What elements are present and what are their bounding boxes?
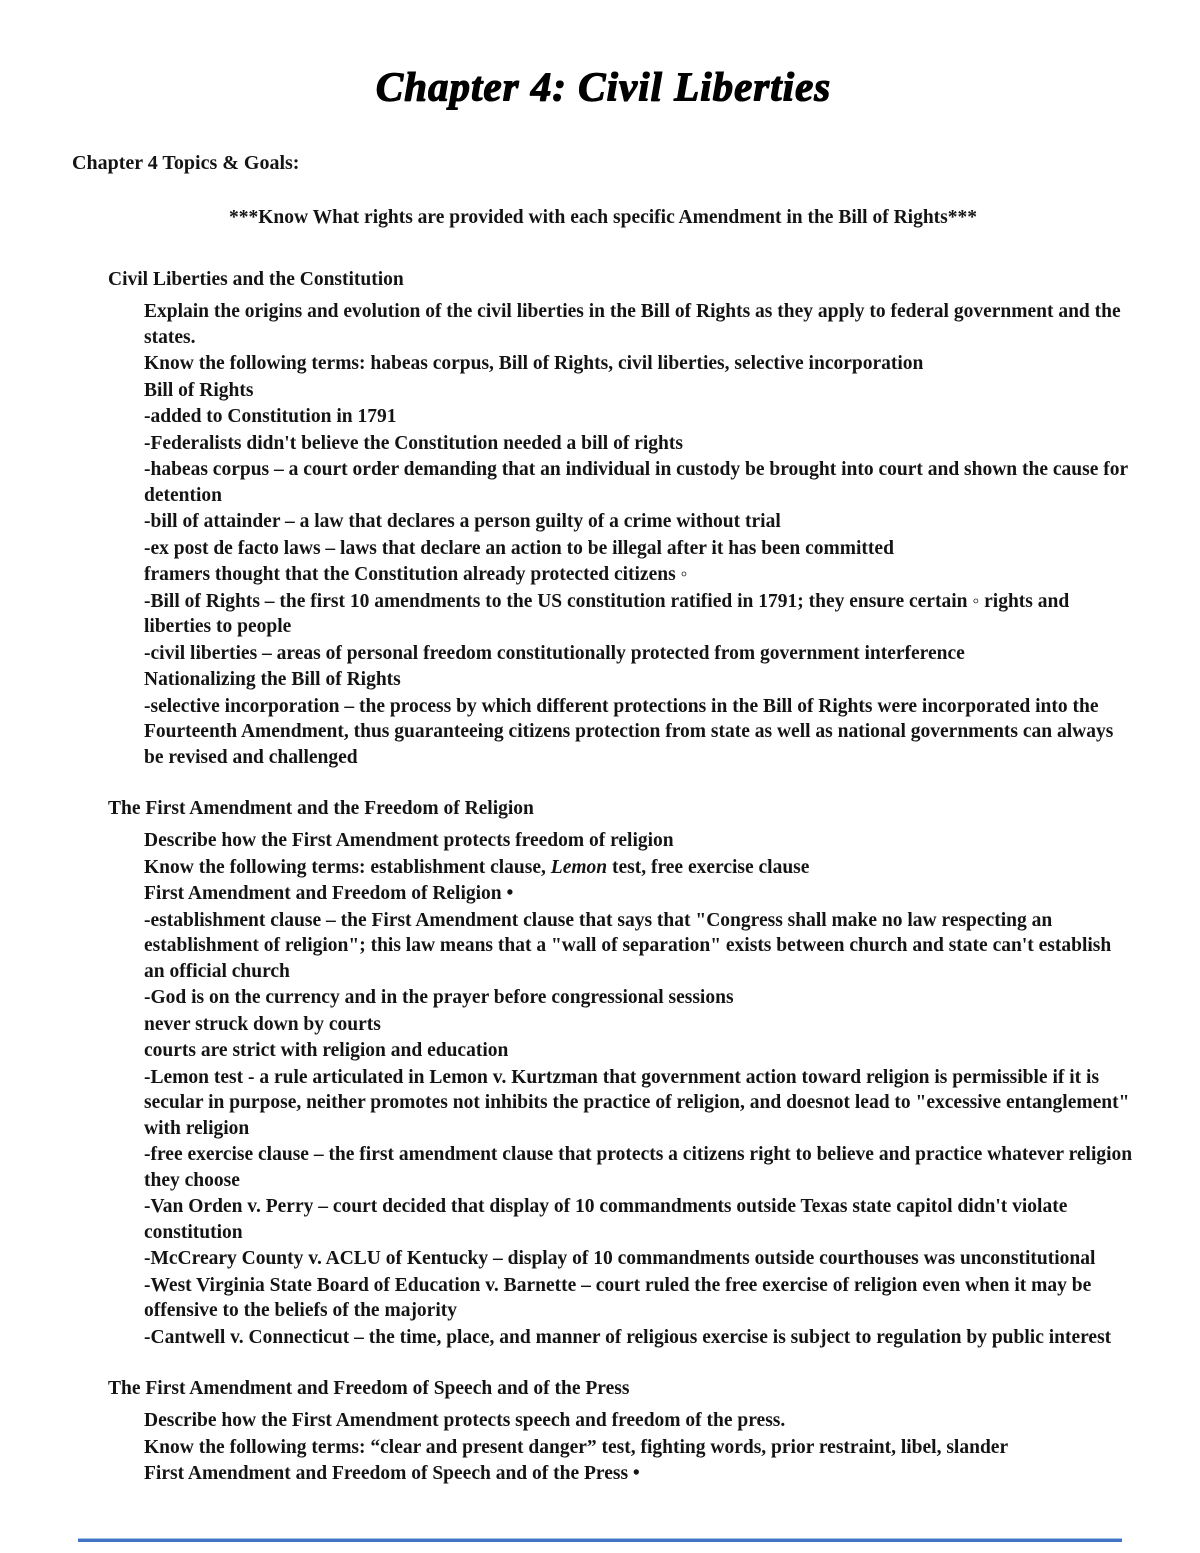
topics-goals-label: Chapter 4 Topics & Goals:	[72, 152, 300, 174]
paragraph: framers thought that the Constitution already protected citizens ◦	[144, 564, 688, 585]
section-body	[144, 299, 1134, 770]
paragraph: -habeas corpus – a court order demanding that an individual in custody be brought into court and shown the cause for detention	[144, 459, 1128, 506]
paragraph	[144, 855, 1134, 881]
section-heading: The First Amendment and the Freedom of Religion	[108, 798, 534, 819]
paragraph: -Cantwell v. Connecticut – the time, place, and manner of religious exercise is subject to regulation by public interest	[144, 1326, 1112, 1348]
paragraph: Explain the origins and evolution of the civil liberties in the Bill of Rights as they apply to federal government and the states.	[144, 301, 1121, 348]
paragraph: -civil liberties – areas of personal freedom constitutionally protected from government interference	[144, 642, 965, 664]
section-heading: Civil Liberties and the Constitution	[108, 269, 404, 290]
paragraph: -bill of attainder – a law that declares a person guilty of a crime without trial	[144, 511, 781, 532]
paragraph: Describe how the First Amendment protects speech and freedom of the press.	[144, 1410, 786, 1431]
paragraph: -Federalists didn't believe the Constitution needed a bill of rights	[144, 432, 683, 454]
section-first-amendment-speech-press	[72, 1378, 1134, 1487]
paragraph: -McCreary County v. ACLU of Kentucky – display of 10 commandments outside courthouses was unconstitutional	[144, 1248, 1096, 1269]
paragraph: Bill of Rights	[144, 379, 254, 401]
section-heading: The First Amendment and Freedom of Speech and of the Press	[108, 1378, 630, 1399]
paragraph: never struck down by courts	[144, 1013, 381, 1035]
paragraph: First Amendment and Freedom of Speech and of the Press •	[144, 1463, 640, 1484]
page-break-line	[78, 1538, 1122, 1542]
section-body	[144, 828, 1134, 1350]
paragraph: -Lemon test - a rule articulated in Lemon v. Kurtzman that government action toward religion is permissible if it is secular in purpose, neither promotes not inhibits the practice of religion, and doesnot lead to "excessive entanglement" with religion	[144, 1066, 1130, 1139]
key-goal-line: ***Know What rights are provided with each specific Amendment in the Bill of Rights***	[228, 207, 978, 228]
paragraph: -ex post de facto laws – laws that declare an action to be illegal after it has been committed	[144, 537, 894, 559]
section-civil-liberties-constitution	[72, 269, 1134, 770]
paragraph: -establishment clause – the First Amendment clause that says that "Congress shall make no law respecting an establishment of religion"; this law means that a "wall of separation" exists between church and state can't establish an official church	[144, 909, 1112, 982]
terms-italic-word: Lemon	[550, 856, 608, 878]
paragraph: Nationalizing the Bill of Rights	[144, 669, 401, 690]
paragraph: -selective incorporation – the process by which different protections in the Bill of Rights were incorporated into the Fourteenth Amendment, thus guaranteeing citizens protection from state as well as national governments can always be revised and challenged	[144, 695, 1114, 768]
page-title: Chapter 4: Civil Liberties	[375, 63, 831, 109]
paragraph: Know the following terms: habeas corpus, Bill of Rights, civil liberties, selective incorporation	[144, 353, 924, 374]
terms-prefix: Know the following terms: establishment clause,	[144, 856, 551, 878]
section-body	[144, 1408, 1134, 1487]
paragraph: -Van Orden v. Perry – court decided that display of 10 commandments outside Texas state capitol didn't violate constitution	[144, 1196, 1068, 1243]
paragraph: -Bill of Rights – the first 10 amendments to the US constitution ratified in 1791; they ensure certain ◦ rights and liberties to people	[144, 590, 1070, 637]
paragraph: First Amendment and Freedom of Religion •	[144, 883, 514, 904]
paragraph: -God is on the currency and in the prayer before congressional sessions	[144, 987, 734, 1008]
paragraph: Describe how the First Amendment protects freedom of religion	[144, 830, 674, 851]
paragraph: courts are strict with religion and education	[144, 1040, 509, 1061]
terms-suffix: test, free exercise clause	[607, 856, 810, 878]
section-first-amendment-religion	[72, 798, 1134, 1350]
paragraph: -free exercise clause – the first amendment clause that protects a citizens right to believe and practice whatever religion they choose	[144, 1144, 1133, 1191]
paragraph: -West Virginia State Board of Education v. Barnette – court ruled the free exercise of religion even when it may be offensive to the beliefs of the majority	[144, 1274, 1092, 1321]
paragraph: Know the following terms: “clear and present danger” test, fighting words, prior restraint, libel, slander	[144, 1436, 1009, 1458]
paragraph: -added to Constitution in 1791	[144, 406, 397, 427]
